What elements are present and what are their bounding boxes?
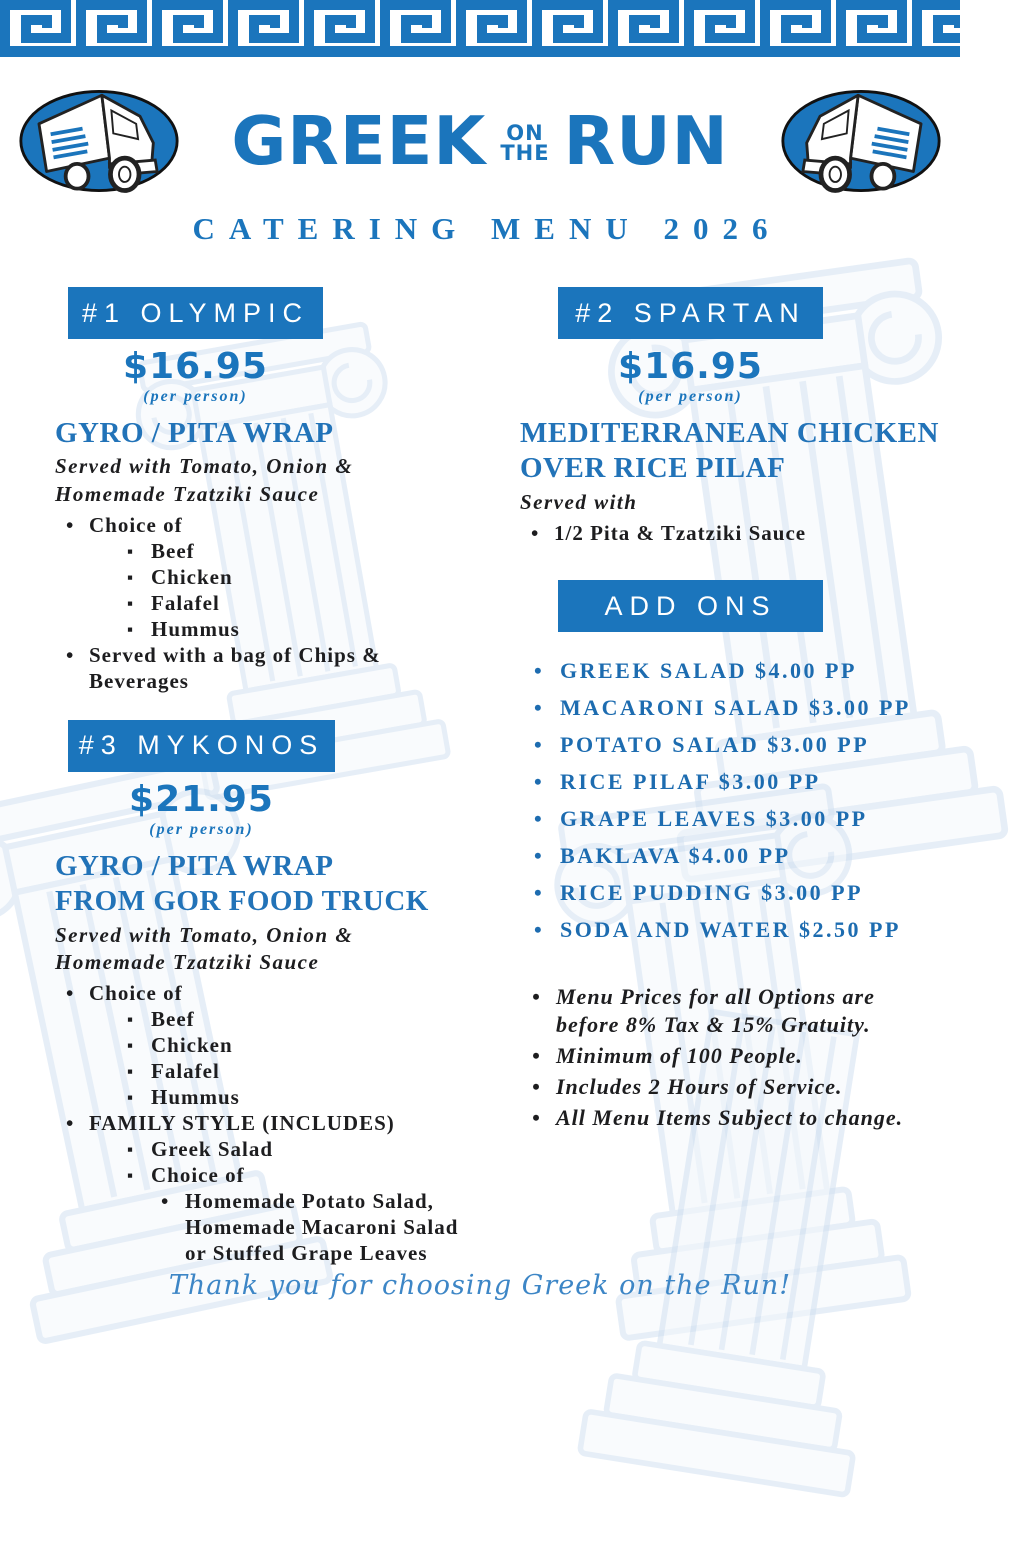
list-item: • 1/2 Pita & Tzatziki Sauce bbox=[520, 520, 940, 546]
logo-word-greek: GREEK bbox=[231, 101, 487, 180]
logo-word-on: ON bbox=[506, 121, 544, 146]
price-note: (per person) bbox=[149, 820, 254, 838]
note-item: • Includes 2 Hours of Service. bbox=[520, 1073, 940, 1101]
menu-columns bbox=[0, 287, 960, 1266]
left-column bbox=[55, 287, 480, 1266]
price-value: $16.95 bbox=[618, 346, 763, 387]
right-column bbox=[520, 287, 940, 1266]
thank-you-message: Thank you for choosing Greek on the Run! bbox=[168, 1270, 792, 1302]
list-item: ▪ Falafel bbox=[55, 590, 480, 616]
olympic-title bbox=[55, 416, 480, 451]
olympic-price-block bbox=[68, 346, 323, 406]
page-title: CATERING MENU 2026 bbox=[192, 211, 782, 246]
spartan-items bbox=[520, 520, 940, 546]
desc-line: Served with bbox=[520, 489, 638, 514]
note-item: • Minimum of 100 People. bbox=[520, 1042, 940, 1070]
section-header-mykonos: #3 MYKONOS bbox=[68, 720, 335, 772]
mykonos-title bbox=[55, 849, 480, 920]
addon-item: • SODA AND WATER $2.50 PP bbox=[520, 919, 940, 941]
title-line: GYRO / PITA WRAP bbox=[55, 849, 334, 882]
section-header-olympic: #1 OLYMPIC bbox=[68, 287, 323, 339]
note-item: • Menu Prices for all Options are before 8% Tax & 15% Gratuity. bbox=[520, 983, 940, 1039]
mykonos-items bbox=[55, 980, 480, 1266]
addon-item: • RICE PUDDING $3.00 PP bbox=[520, 882, 940, 904]
list-item: ▪ Beef bbox=[55, 1006, 480, 1032]
olympic-description bbox=[55, 453, 480, 508]
list-item: • Served with a bag of Chips & Beverages bbox=[55, 642, 459, 694]
greek-key-border bbox=[0, 0, 960, 57]
title-line: FROM GOR FOOD TRUCK bbox=[55, 885, 429, 918]
olympic-items bbox=[55, 512, 480, 694]
desc-line: Homemade Tzatziki Sauce bbox=[55, 950, 320, 975]
addon-item: • POTATO SALAD $3.00 PP bbox=[520, 734, 940, 756]
logo-stack-on-the bbox=[500, 121, 550, 165]
price-value: $16.95 bbox=[123, 346, 268, 387]
list-item: • Homemade Potato Salad, Homemade Macaroni Salad or Stuffed Grape Leaves bbox=[55, 1188, 480, 1266]
list-item: • FAMILY STYLE (INCLUDES) bbox=[55, 1110, 480, 1136]
logo-word-run: RUN bbox=[563, 101, 729, 180]
list-item: ▪ Falafel bbox=[55, 1058, 480, 1084]
addon-items bbox=[520, 660, 940, 941]
list-item: ▪ Hummus bbox=[55, 616, 480, 642]
price-note: (per person) bbox=[638, 388, 743, 405]
list-item: ▪ Hummus bbox=[55, 1084, 480, 1110]
addon-item: • MACARONI SALAD $3.00 PP bbox=[520, 697, 940, 719]
note-item: • All Menu Items Subject to change. bbox=[520, 1104, 940, 1132]
mykonos-description bbox=[55, 922, 480, 977]
title-line: GYRO / PITA WRAP bbox=[55, 417, 334, 449]
spartan-description bbox=[520, 489, 940, 516]
price-note: (per person) bbox=[143, 388, 248, 405]
brand-logo bbox=[231, 101, 729, 180]
addon-item: • BAKLAVA $4.00 PP bbox=[520, 845, 940, 867]
spartan-price-block bbox=[558, 346, 823, 406]
food-truck-icon bbox=[780, 83, 942, 199]
desc-line: Homemade Tzatziki Sauce bbox=[55, 481, 320, 506]
section-header-spartan: #2 SPARTAN bbox=[558, 287, 823, 339]
title-line: MEDITERRANEAN CHICKEN bbox=[520, 417, 939, 449]
header-logo-row bbox=[18, 81, 942, 201]
spartan-title bbox=[520, 416, 940, 487]
addon-item: • GREEK SALAD $4.00 PP bbox=[520, 660, 940, 682]
logo-word-the: THE bbox=[500, 141, 550, 165]
price-value: $21.95 bbox=[129, 778, 274, 820]
list-item: ▪ Greek Salad bbox=[55, 1136, 480, 1162]
desc-line: Served with Tomato, Onion & bbox=[55, 454, 354, 479]
addon-item: • RICE PILAF $3.00 PP bbox=[520, 771, 940, 793]
list-item: ▪ Chicken bbox=[55, 1032, 480, 1058]
policy-notes bbox=[520, 983, 940, 1132]
list-item: ▪ Beef bbox=[55, 538, 480, 564]
section-header-add-ons: ADD ONS bbox=[558, 580, 823, 632]
title-line: OVER RICE PILAF bbox=[520, 452, 786, 485]
addon-item: • GRAPE LEAVES $3.00 PP bbox=[520, 808, 940, 830]
mykonos-price-block bbox=[68, 778, 335, 839]
list-item: • Choice of bbox=[55, 512, 480, 538]
list-item: ▪ Choice of bbox=[55, 1162, 480, 1188]
desc-line: Served with Tomato, Onion & bbox=[55, 922, 354, 947]
food-truck-icon bbox=[18, 83, 180, 199]
list-item: ▪ Chicken bbox=[55, 564, 480, 590]
list-item: • Choice of bbox=[55, 980, 480, 1006]
